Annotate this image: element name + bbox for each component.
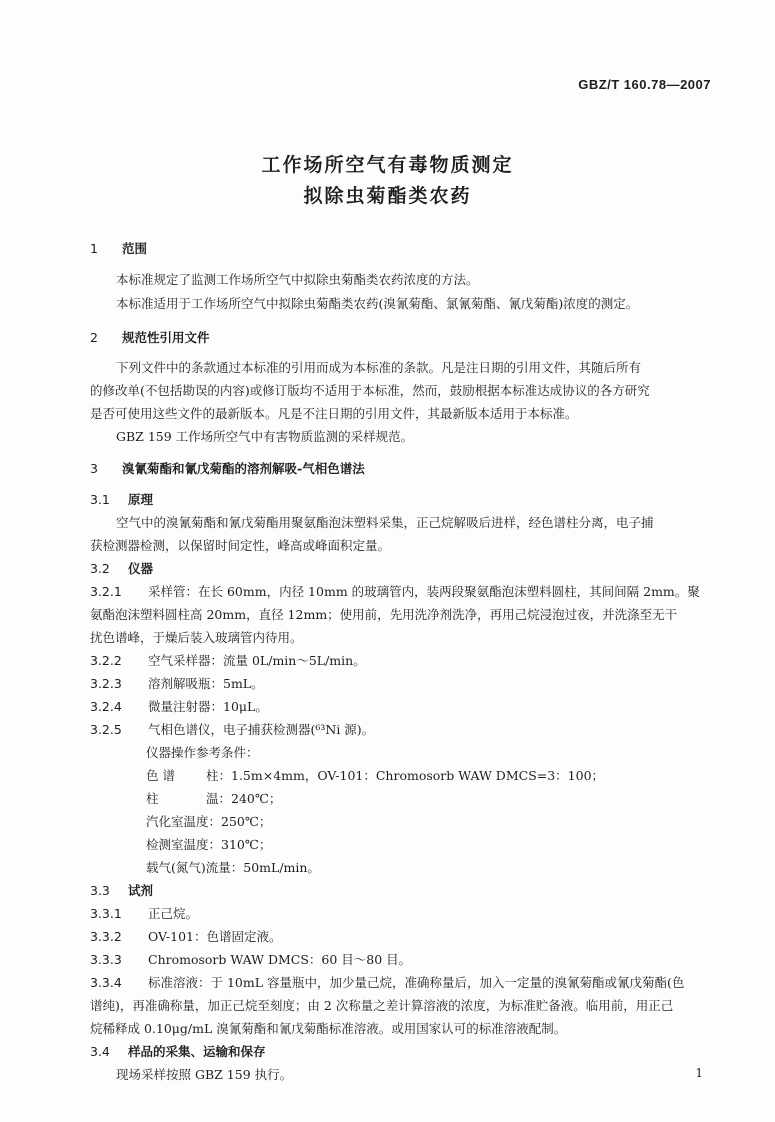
section-number: 3 bbox=[90, 461, 98, 476]
clause-text: 微量注射器：10μL。 bbox=[148, 699, 268, 714]
clause-number: 3.2.3 bbox=[90, 676, 122, 691]
paragraph-line: 获检测器检测，以保留时间定性，峰高或峰面积定量。 bbox=[90, 538, 391, 553]
conditions-label: 仪器操作参考条件： bbox=[146, 745, 259, 760]
clause-number: 3.2.5 bbox=[90, 722, 122, 737]
section-title: 范围 bbox=[122, 241, 148, 256]
paragraph-line: 空气中的溴氰菊酯和氰戊菊酯用聚氨酯泡沫塑料采集，正己烷解吸后进样，经色谱柱分离，电子捕 bbox=[116, 515, 654, 530]
section-number: 3.3 bbox=[90, 883, 110, 898]
section-title: 溴氰菊酯和氰戊菊酯的溶剂解吸-气相色谱法 bbox=[122, 461, 365, 476]
doc-title-line1: 工作场所空气有毒物质测定 bbox=[261, 154, 514, 176]
clause-number: 3.2.4 bbox=[90, 699, 122, 714]
clause-3-2-2 bbox=[90, 651, 715, 669]
clause-3-2-4 bbox=[90, 697, 715, 715]
reference-item: GBZ 159 工作场所空气中有害物质监测的采样规范。 bbox=[116, 429, 414, 444]
clause-3-3-3 bbox=[90, 950, 715, 968]
param-carrier-gas: 载气(氮气)流量：50mL/min。 bbox=[146, 860, 320, 875]
clause-text: 正己烷。 bbox=[148, 906, 199, 921]
section-2-heading bbox=[90, 328, 210, 346]
clause-text: Chromosorb WAW DMCS：60 目～80 目。 bbox=[148, 952, 412, 967]
section-3-3-heading bbox=[90, 881, 153, 899]
doc-title-line2: 拟除虫菊酯类农药 bbox=[303, 185, 472, 207]
section-number: 3.2 bbox=[90, 561, 110, 576]
clause-3-2-1 bbox=[90, 582, 715, 600]
section-title: 规范性引用文件 bbox=[122, 330, 210, 345]
paragraph: 本标准适用于工作场所空气中拟除虫菊酯类农药(溴氰菊酯、氯氰菊酯、氰戊菊酯)浓度的测定。 bbox=[116, 296, 639, 311]
clause-text: 溶剂解吸瓶：5mL。 bbox=[148, 676, 264, 691]
clause-text: 气相色谱仪，电子捕获检测器(⁶³Ni 源)。 bbox=[148, 722, 375, 737]
param-value: 温：240℃； bbox=[206, 791, 282, 806]
clause-text: 标准溶液：于 10mL 容量瓶中，加少量己烷，准确称量后，加入一定量的溴氰菊酯或氰戊菊酯(色 bbox=[148, 975, 685, 990]
paragraph-line: 氨酯泡沫塑料圆柱高 20mm，直径 12mm；使用前，先用洗净剂洗净，再用己烷浸泡过夜，并洗涤至无干 bbox=[90, 607, 678, 622]
clause-3-3-2 bbox=[90, 927, 715, 945]
clause-number: 3.3.1 bbox=[90, 906, 122, 921]
section-number: 3.4 bbox=[90, 1044, 110, 1059]
clause-text: OV-101：色谱固定液。 bbox=[148, 929, 282, 944]
section-number: 1 bbox=[90, 241, 98, 256]
section-number: 2 bbox=[90, 330, 98, 345]
clause-number: 3.2.2 bbox=[90, 653, 122, 668]
section-3-4-heading bbox=[90, 1042, 266, 1060]
param-column-temp bbox=[146, 789, 771, 807]
clause-number: 3.2.1 bbox=[90, 584, 122, 599]
clause-text: 空气采样器：流量 0L/min～5L/min。 bbox=[148, 653, 366, 668]
paragraph-line: 扰色谱峰，于燥后装入玻璃管内待用。 bbox=[90, 630, 303, 645]
clause-3-3-1 bbox=[90, 904, 715, 922]
clause-3-3-4 bbox=[90, 973, 715, 991]
section-3-1-heading bbox=[90, 490, 153, 508]
param-value: 柱：1.5m×4mm，OV-101：Chromosorb WAW DMCS=3：100； bbox=[206, 768, 605, 783]
clause-number: 3.3.4 bbox=[90, 975, 122, 990]
paragraph-line: 烷稀释成 0.10μg/mL 溴氰菊酯和氰戊菊酯标准溶液。或用国家认可的标准溶液配制。 bbox=[90, 1021, 567, 1036]
paragraph: 本标准规定了监测工作场所空气中拟除虫菊酯类农药浓度的方法。 bbox=[116, 272, 479, 287]
paragraph-line: 谱纯)，再准确称量，加正己烷至刻度；由 2 次称量之差计算溶液的浓度，为标准贮备液。临用前，用正己 bbox=[90, 998, 674, 1013]
paragraph-line: 是否可使用这些文件的最新版本。凡是不注日期的引用文件，其最新版本适用于本标准。 bbox=[90, 406, 578, 421]
section-1-heading bbox=[90, 239, 147, 257]
param-key: 柱 bbox=[146, 791, 159, 806]
paragraph: 现场采样按照 GBZ 159 执行。 bbox=[116, 1067, 293, 1082]
page-number: 1 bbox=[695, 1066, 703, 1080]
paragraph-line: 下列文件中的条款通过本标准的引用而成为本标准的条款。凡是注日期的引用文件，其随后所有 bbox=[116, 360, 642, 375]
standard-code: GBZ/T 160.78—2007 bbox=[578, 77, 711, 92]
clause-number: 3.3.3 bbox=[90, 952, 122, 967]
section-3-2-heading bbox=[90, 559, 153, 577]
param-column bbox=[146, 766, 771, 784]
clause-number: 3.3.2 bbox=[90, 929, 122, 944]
paragraph-line: 的修改单(不包括勘误的内容)或修订版均不适用于本标准，然而，鼓励根据本标准达成协议的各方研究 bbox=[90, 383, 650, 398]
section-3-heading bbox=[90, 459, 365, 477]
param-key: 色 谱 bbox=[146, 768, 175, 783]
clause-text: 采样管：在长 60mm，内径 10mm 的玻璃管内，装两段聚氨酯泡沫塑料圆柱，其间间隔 2mm。聚 bbox=[148, 584, 700, 599]
section-title: 原理 bbox=[128, 492, 154, 507]
section-title: 样品的采集、运输和保存 bbox=[128, 1044, 266, 1059]
clause-3-2-5 bbox=[90, 720, 715, 738]
clause-3-2-3 bbox=[90, 674, 715, 692]
section-number: 3.1 bbox=[90, 492, 110, 507]
section-title: 试剂 bbox=[128, 883, 154, 898]
param-injector-temp: 汽化室温度：250℃； bbox=[146, 814, 272, 829]
param-detector-temp: 检测室温度：310℃； bbox=[146, 837, 272, 852]
section-title: 仪器 bbox=[128, 561, 154, 576]
